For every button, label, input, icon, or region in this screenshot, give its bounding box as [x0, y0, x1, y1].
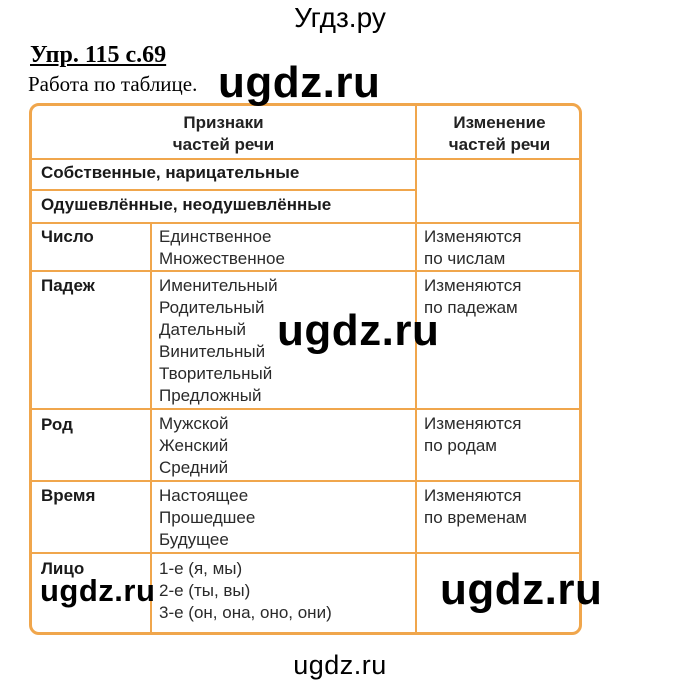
exercise-title: Упр. 115 с.69 [30, 42, 167, 68]
list-item: Изменяются [424, 227, 522, 246]
watermark: ugdz.ru [440, 565, 603, 614]
list-item: Винительный [159, 342, 266, 361]
list-item: Единственное [159, 227, 272, 246]
exercise-subtitle: Работа по таблице. [28, 72, 198, 96]
row-change-tense [424, 485, 527, 529]
row-change-gender [424, 413, 521, 457]
list-item: Будущее [159, 530, 229, 549]
list-item: Женский [159, 436, 229, 455]
header-change [417, 112, 582, 156]
row-label-tense: Время [41, 486, 96, 505]
list-item: Изменяются [424, 486, 522, 505]
divider-row-3 [32, 480, 582, 482]
parts-of-speech-table [29, 103, 582, 635]
list-item: 1-е (я, мы) [159, 559, 243, 578]
list-item: 3-е (он, она, оно, они) [159, 603, 332, 622]
row-label-person: Лицо [41, 559, 85, 578]
list-item: Изменяются [424, 414, 522, 433]
list-item: Именительный [159, 276, 278, 295]
list-item: 2-е (ты, вы) [159, 581, 251, 600]
row-values-gender [159, 413, 229, 479]
list-item: Изменяются [424, 276, 522, 295]
watermark: ugdz.ru [277, 306, 440, 355]
header-change-line1: Изменение [453, 113, 546, 132]
row-values-case [159, 275, 278, 407]
watermark: ugdz.ru [40, 573, 156, 608]
list-item: Родительный [159, 298, 265, 317]
row-label-gender: Род [41, 415, 73, 434]
watermark: ugdz.ru [293, 650, 387, 680]
watermark: ugdz.ru [218, 58, 381, 107]
header-features [32, 112, 415, 156]
row-label-number: Число [41, 227, 94, 246]
divider-header [32, 158, 582, 160]
divider-right [415, 106, 417, 635]
list-item: Настоящее [159, 486, 249, 505]
row-label-case: Падеж [41, 276, 95, 295]
list-item: Мужской [159, 414, 229, 433]
row-change-number [424, 226, 521, 270]
row-values-tense [159, 485, 255, 551]
row-values-number [159, 226, 285, 270]
list-item: Предложный [159, 386, 262, 405]
list-item: Дательный [159, 320, 246, 339]
divider-row-1 [32, 270, 582, 272]
divider-wide-2 [32, 222, 582, 224]
list-item: по временам [424, 508, 527, 527]
site-name: Угдз.ру [294, 2, 386, 33]
list-item: по числам [424, 249, 506, 268]
header-change-line2: частей речи [448, 135, 551, 154]
list-item: по падежам [424, 298, 518, 317]
list-item: по родам [424, 436, 497, 455]
list-item: Прошедшее [159, 508, 256, 527]
list-item: Средний [159, 458, 229, 477]
header-features-line1: Признаки [183, 113, 264, 132]
divider-row-4 [32, 552, 582, 554]
list-item: Множественное [159, 249, 285, 268]
row-proper-common: Собственные, нарицательные [41, 163, 300, 182]
list-item: Творительный [159, 364, 273, 383]
divider-wide-1 [32, 189, 415, 191]
row-values-person [159, 558, 332, 624]
divider-row-2 [32, 408, 582, 410]
header-features-line2: частей речи [172, 135, 275, 154]
row-animate-inanimate: Одушевлённые, неодушевлённые [41, 195, 332, 214]
